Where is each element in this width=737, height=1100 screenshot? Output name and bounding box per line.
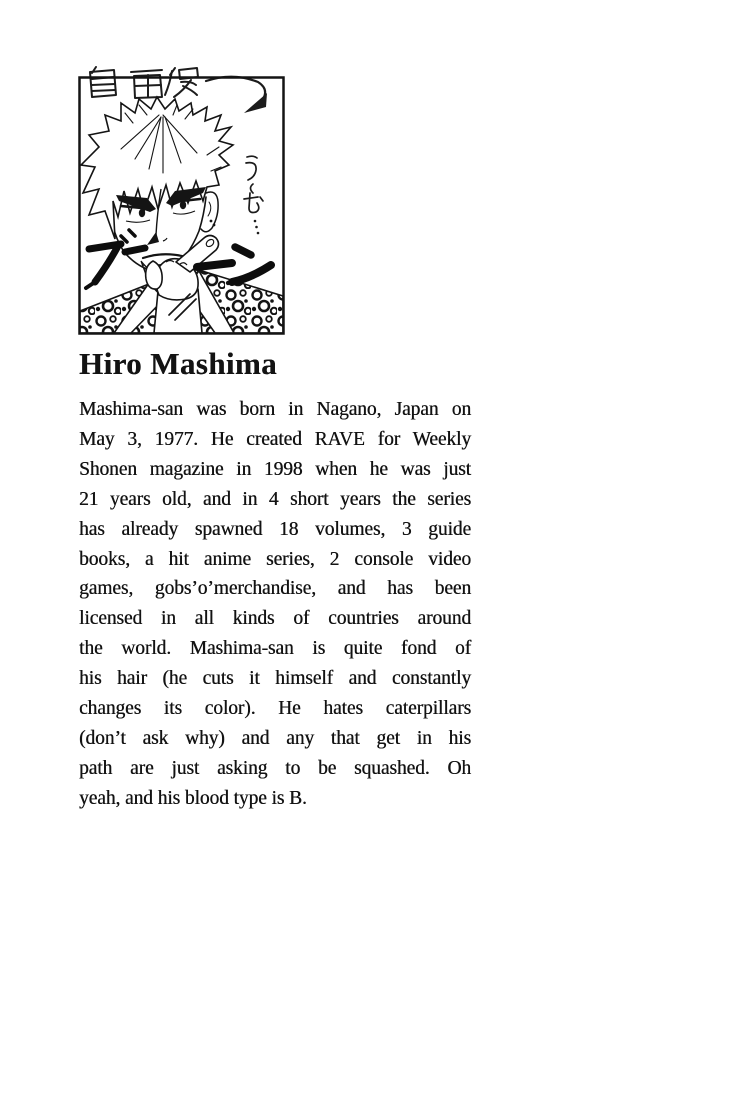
bio-line: Mashima-san was born in Nagano, Japan on <box>79 399 471 420</box>
bio-line: (don’t ask why) and any that get in his <box>79 727 471 749</box>
bio-line: licensed in all kinds of countries around <box>79 608 471 630</box>
self-portrait-drawing <box>69 55 294 345</box>
bio-line: 21 years old, and in 4 short years the series <box>79 488 471 510</box>
bio-line: Shonen magazine in 1998 when he was just <box>79 458 471 480</box>
bio-line: games, gobs’o’merchandise, and has been <box>79 578 471 600</box>
bio-line: yeah, and his blood type is B. <box>79 787 307 809</box>
bio-line: the world. Mashima-san is quite fond of <box>79 638 471 660</box>
author-name-heading: Hiro Mashima <box>79 346 277 381</box>
bio-line: May 3, 1977. He created RAVE for Weekly <box>79 428 471 450</box>
bio-paragraph <box>79 395 471 814</box>
left-eye <box>139 209 145 217</box>
bio-line: books, a hit anime series, 2 console video <box>79 548 471 570</box>
bio-line: has already spawned 18 volumes, 3 guide <box>79 518 471 540</box>
bio-line: changes its color). He hates caterpillars <box>79 698 471 720</box>
bio-line: path are just asking to be squashed. Oh <box>79 757 471 779</box>
right-eye <box>180 201 186 209</box>
bio-line: his hair (he cuts it himself and constantly <box>79 668 471 690</box>
author-self-portrait <box>69 55 294 345</box>
